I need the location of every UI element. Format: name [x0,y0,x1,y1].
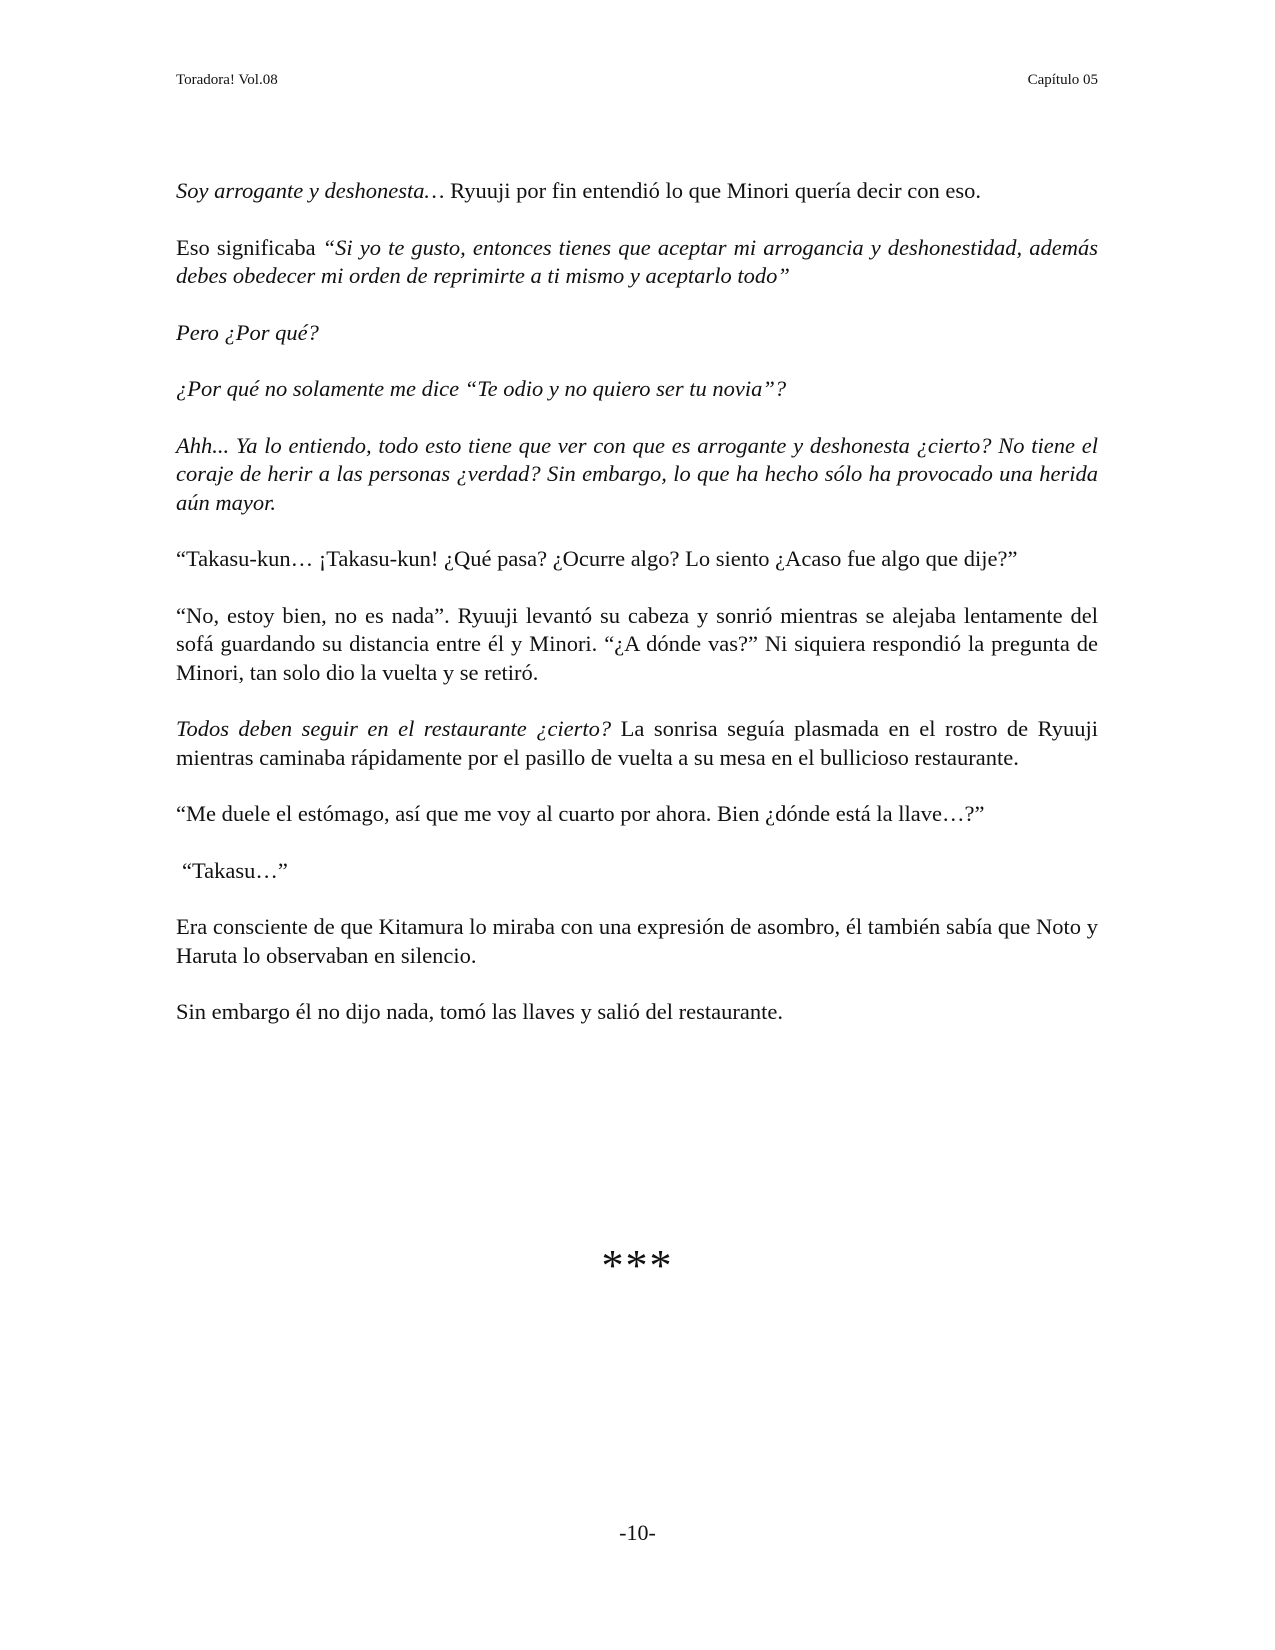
page-body [176,177,1098,1055]
paragraph-11: Era consciente de que Kitamura lo miraba con una expresión de asombro, él también sabía que Noto y Haruta lo observaban en silencio. [176,914,1098,968]
paragraph-7: “No, estoy bien, no es nada”. Ryuuji levantó su cabeza y sonrió mientras se alejaba lentamente del sofá guardando su distancia entre él y Minori. “¿A dónde vas?” Ni siquiera respondió la pregunta de Minori, tan solo dio la vuelta y se retiró. [176,602,1098,685]
paragraph-2-quote: “Si yo te gusto, entonces tienes que aceptar mi arrogancia y deshonestidad, además debes obedecer mi orden de reprimirte a ti mismo y aceptarlo todo” [176,234,1098,288]
page-number: -10- [619,1520,656,1545]
paragraph-2 [176,234,1098,291]
header-book-title: Toradora! Vol.08 [176,72,278,88]
paragraph-1-text: Ryuuji por fin entendió lo que Minori quería decir con eso. [444,178,981,203]
paragraph-5: Ahh... Ya lo entiendo, todo esto tiene que ver con que es arrogante y deshonesta ¿cierto? No tiene el coraje de herir a las personas ¿verdad? Sin embargo, lo que ha hecho sólo ha provocado una herida aún mayor. [176,432,1098,515]
paragraph-3: Pero ¿Por qué? [176,319,319,345]
paragraph-12: Sin embargo él no dijo nada, tomó las llaves y salió del restaurante. [176,999,783,1024]
paragraph-6: “Takasu-kun… ¡Takasu-kun! ¿Qué pasa? ¿Ocurre algo? Lo siento ¿Acaso fue algo que dije?” [176,546,1018,571]
scene-separator: *** [601,1241,674,1290]
paragraph-2-text: Eso significaba [176,234,323,260]
paragraph-8-text: La sonrisa seguía plasmada en el rostro de Ryuuji mientras caminaba rápidamente por el pasillo de vuelta a su mesa en el bullicioso restaurante. [176,716,1099,770]
paragraph-10: “Takasu…” [182,857,288,883]
header-chapter: Capítulo 05 [1027,72,1098,88]
page-header [176,72,1098,89]
paragraph-1 [176,177,1098,206]
paragraph-1-thought: Soy arrogante y deshonesta… [176,178,445,203]
paragraph-8-thought: Todos deben seguir en el restaurante ¿cierto? [176,716,612,741]
paragraph-8 [176,715,1098,772]
paragraph-4: ¿Por qué no solamente me dice “Te odio y no quiero ser tu novia”? [176,376,787,401]
paragraph-9: “Me duele el estómago, así que me voy al cuarto por ahora. Bien ¿dónde está la llave…?” [176,801,985,826]
